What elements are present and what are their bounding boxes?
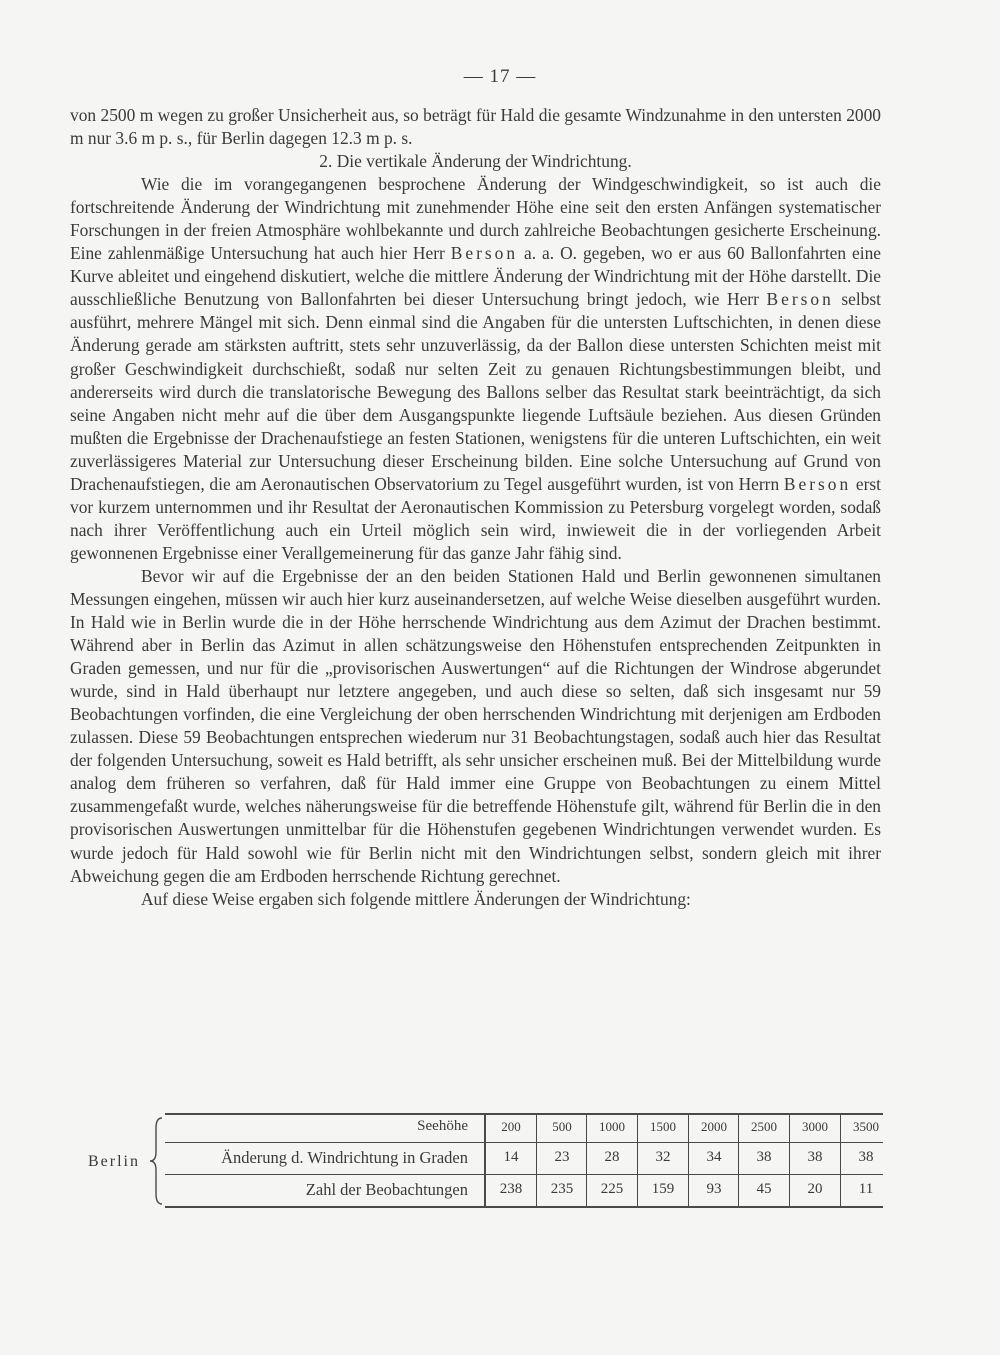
text-run: a. a. O. gegeben, wo er aus 60 Ballonfahrten eine Kurve ableitet und eingehend diskutiert, welche die mittlere Änderung der Windrichtung mit der Höhe darstellt. Die ausschließliche Benutzung von Ballonfahrten bei dieser Untersuchung bringt jedoch, wie Herr — [70, 243, 881, 310]
table-bottom-rule — [165, 1206, 883, 1208]
height-header-cell: 500 — [552, 1119, 572, 1134]
table-cell: 38 — [807, 1149, 823, 1165]
table-cell: 20 — [807, 1181, 823, 1197]
height-header-cell: 3000 — [802, 1119, 828, 1134]
height-header-cell: 2500 — [751, 1119, 777, 1134]
station-label: Berlin — [88, 1153, 140, 1170]
table-row-rule — [165, 1142, 883, 1143]
table-cell: 93 — [706, 1181, 722, 1197]
table-cell: 159 — [651, 1181, 675, 1197]
table-cell: 32 — [655, 1149, 671, 1165]
text-run: 2. Die vertikale Änderung der Windrichtung. — [319, 151, 632, 172]
height-header-cell: 2000 — [701, 1119, 727, 1134]
brace-icon — [148, 1116, 166, 1206]
text-run: von 2500 m wegen zu großer Unsicherheit aus, so beträgt für Hald die gesamte Windzunahme in den untersten 2000 m nur 3.6 m p. s., für Berlin dagegen 12.3 m p. s. — [70, 105, 881, 149]
height-header-cell: 1500 — [650, 1119, 676, 1134]
table-top-rule — [165, 1113, 883, 1115]
height-header-cell: 200 — [501, 1119, 521, 1134]
row-label: Zahl der Beobachtungen — [305, 1180, 468, 1199]
text-run: selbst ausführt, mehrere Mängel mit sich. Denn einmal sind die Angaben für die untersten Luftschichten, in denen diese Änderung gerade am stärksten auftritt, stets sehr unzuverlässig, da der Ballon diese untersten Schichten meist mit großer Geschwindigkeit durchschießt, sodaß nur selten Zeit zu genauen Richtungsbestimmungen bleibt, und andererseits wird durch die translatorische Bewegung des Ballons selber das Resultat stark beeinträchtigt, da sich seine Angaben nicht mehr auf die über dem Ausgangspunkte liegende Luftsäule beziehen. Aus diesen Gründen mußten die Ergebnisse der Drachenaufstiege an festen Stationen, wenigstens für die unteren Luftschichten, ein weit zuverlässigeres Material zur Untersuchung dieser Erscheinung bilden. Eine solche Untersuchung auf Grund von Drachenaufstiegen, die am Aeronautischen Observatorium zu Tegel ausgeführt wurden, ist von Herrn — [70, 289, 881, 494]
row-label: Änderung d. Windrichtung in Graden — [221, 1148, 468, 1167]
text-run: Auf diese Weise ergaben sich folgende mittlere Änderungen der Windrichtung: — [141, 888, 691, 909]
header-label: Seehöhe — [417, 1118, 468, 1134]
table-cell: 235 — [550, 1181, 574, 1197]
page-number: — 17 — — [463, 66, 537, 87]
table-cell: 28 — [604, 1149, 620, 1165]
text-run: Wie die im vorangegangenen besprochene Änderung der Windgeschwindigkeit, so ist auch die fortschreitende Änderung der Windrichtung mit zunehmender Höhe eine seit den ersten Anfängen systematischer Forschungen in der freien Atmosphäre wohlbekannte und durch zahlreiche Beobachtungen gesicherte Erscheinung. Eine zahlenmäßige Untersuchung hat auch hier Herr — [70, 174, 881, 264]
author-name: Berson — [783, 473, 852, 494]
text-run: erst vor kurzem unternommen und ihr Resultat der Aeronautischen Kommission zu Petersburg vorgelegt worden, sodaß nach ihrer Veröffentlichung auch ein Urteil möglich sein wird, inwieweit die in der vorliegenden Arbeit gewonnenen Ergebnisse einer Verallgemeinerung für das ganze Jahr fähig sind. — [70, 473, 881, 563]
table-cell: 11 — [858, 1181, 874, 1197]
table-cell: 14 — [503, 1149, 519, 1165]
table-cell: 23 — [554, 1149, 570, 1165]
author-name: Berson — [766, 289, 834, 310]
table-cell: 34 — [706, 1149, 722, 1165]
table-row-rule — [165, 1174, 883, 1175]
table-cell: 45 — [756, 1181, 772, 1197]
height-header-cell: 3500 — [853, 1119, 879, 1134]
table-cell: 38 — [756, 1149, 772, 1165]
text-run: Bevor wir auf die Ergebnisse der an den beiden Stationen Hald und Berlin gewonnenen simultanen Messungen eingehen, müssen wir auch hier kurz auseinandersetzen, auf welche Weise dieselben ausgeführt wurden. In Hald wie in Berlin wurde die in der Höhe herrschende Windrichtung aus dem Azimut der Drachen bestimmt. Während aber in Berlin das Azimut in allen schätzungsweise den Höhenstufen entsprechenden Zeitpunkten in Graden gemessen, und nur für die „provisorischen Auswertungen“ auf die Richtungen der Windrose abgerundet wurde, sind in Hald überhaupt nur letztere angegeben, und auch diese so selten, daß sich insgesamt nur 59 Beobachtungen vorfinden, die eine Vergleichung der oben herrschenden Windrichtung mit derjenigen am Erdboden zulassen. Diese 59 Beobachtungen entsprechen wiederum nur 31 Beobachtungstagen, sodaß auch hier das Resultat der folgenden Untersuchung, soweit es Hald betrifft, als sehr unsicher erscheinen muß. Bei der Mittelbildung wurde analog dem früheren so verfahren, daß für Hald immer eine Gruppe von Beobachtungen zu einem Mittel zusammengefaßt wurde, welches näherungsweise für die betreffende Höhenstufe gilt, während für Berlin die in den provisorischen Auswertungen unmittelbar für die Höhenstufen gegebenen Windrichtungen verwendet wurden. Es wurde jedoch für Hald sowohl wie für Berlin nicht mit den Windrichtungen selbst, sondern gleich mit ihrer Abweichung gegen die am Erdboden herrschende Richtung gerechnet. — [70, 565, 881, 886]
table-cell: 238 — [499, 1181, 523, 1197]
table-cell: 38 — [858, 1149, 874, 1165]
author-name: Berson — [450, 243, 519, 264]
height-header-cell: 1000 — [599, 1119, 625, 1134]
table-cell: 225 — [600, 1181, 624, 1197]
